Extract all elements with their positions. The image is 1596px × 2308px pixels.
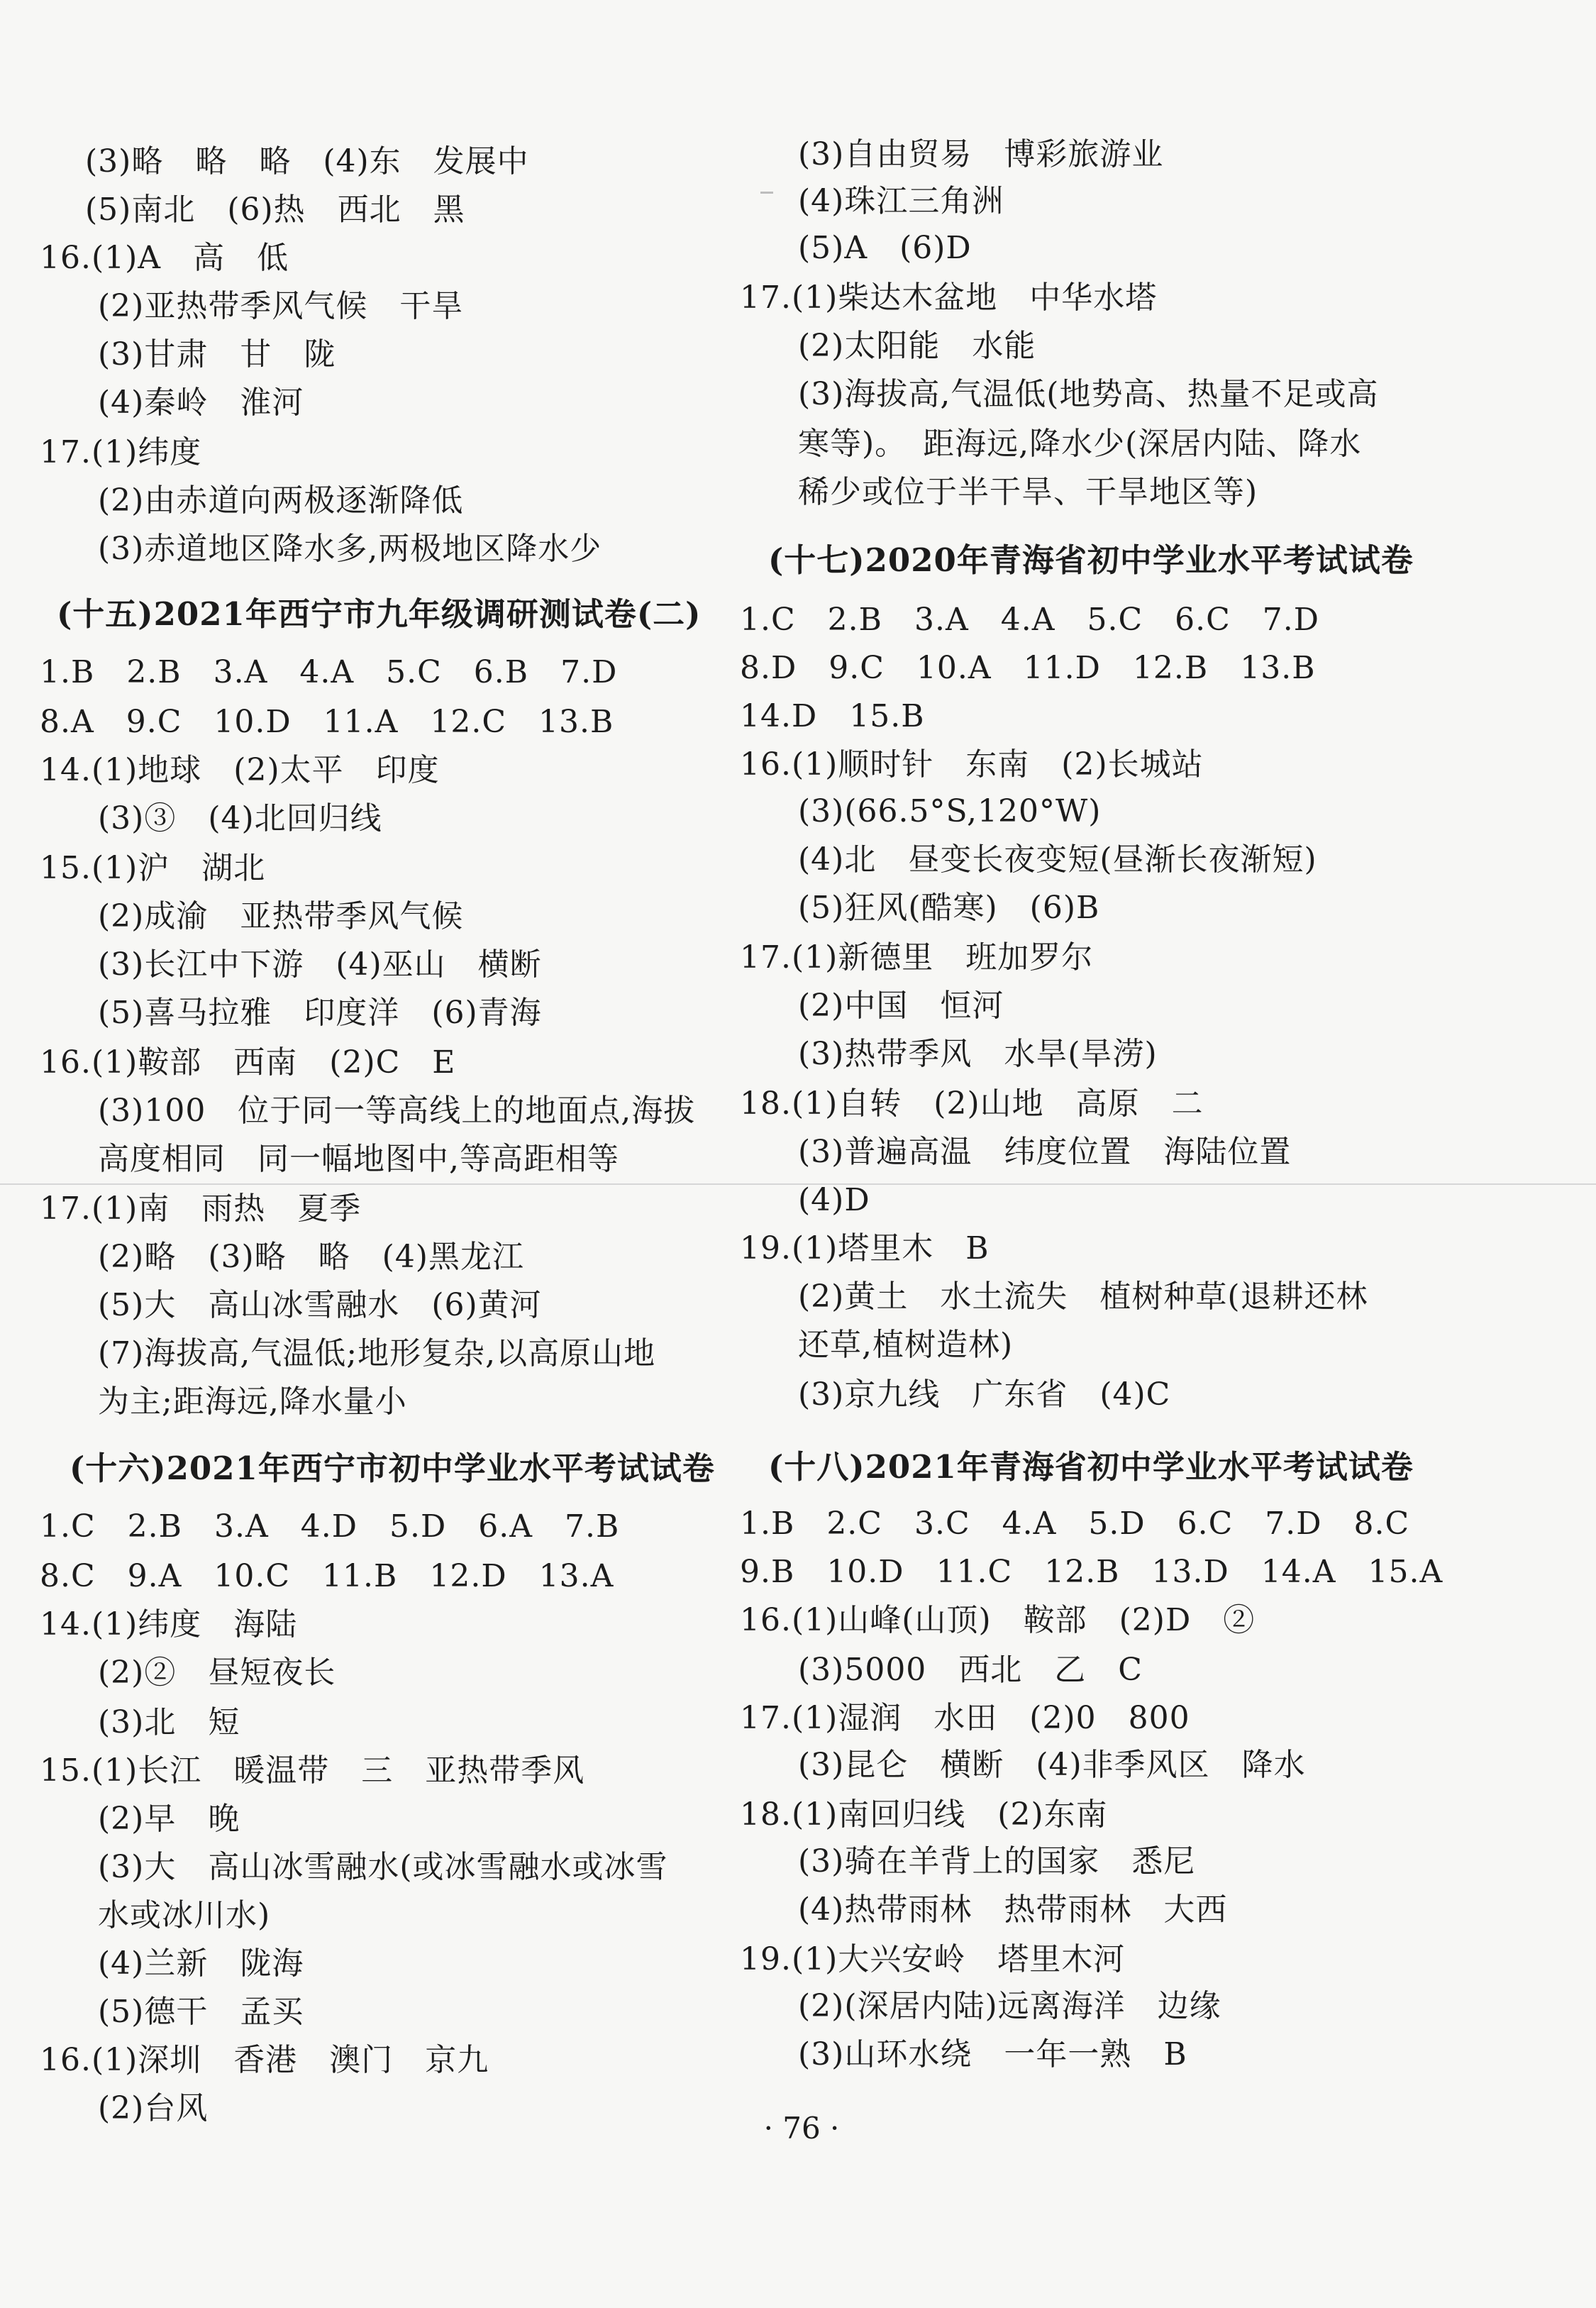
answer-line: 14.D 15.B	[740, 698, 925, 734]
answer-line: 17.(1)柴达木盆地 中华水塔	[740, 280, 1158, 316]
answer-line: 8.A 9.C 10.D 11.A 12.C 13.B	[40, 704, 614, 740]
answer-line: 稀少或位于半干旱、干旱地区等)	[798, 474, 1258, 510]
answer-line: 14.(1)地球 (2)太平 印度	[40, 752, 440, 788]
answer-line: 1.C 2.B 3.A 4.D 5.D 6.A 7.B	[40, 1508, 620, 1545]
answer-line: (3)骑在羊背上的国家 悉尼	[798, 1843, 1196, 1879]
answer-line: (4)热带雨林 热带雨林 大西	[798, 1892, 1228, 1928]
answer-line: 17.(1)新德里 班加罗尔	[740, 939, 1094, 976]
answer-line: (3)长江中下游 (4)巫山 横断	[98, 946, 542, 983]
answer-line: (3)北 短	[98, 1704, 240, 1740]
answer-line: 寒等)。 距海远,降水少(深居内陆、降水	[798, 426, 1362, 462]
answer-line: (5)德干 孟买	[98, 1994, 304, 2030]
answer-line: 1.C 2.B 3.A 4.A 5.C 6.C 7.D	[740, 602, 1320, 638]
answer-line: 16.(1)顺时针 东南 (2)长城站	[740, 746, 1204, 783]
answer-line: (3)海拔高,气温低(地势高、热量不足或高	[798, 376, 1379, 412]
answer-line: (2)太阳能 水能	[798, 328, 1036, 364]
answer-line: 18.(1)自转 (2)山地 高原 二	[740, 1086, 1204, 1122]
answer-line: (3)昆仑 横断 (4)非季风区 降水	[798, 1747, 1306, 1783]
answer-line: 8.D 9.C 10.A 11.D 12.B 13.B	[740, 650, 1316, 686]
answer-line: (2)黄土 水土流失 植树种草(退耕还林	[798, 1279, 1368, 1315]
answer-line: 16.(1)A 高 低	[40, 240, 289, 276]
answer-line: (3)自由贸易 博彩旅游业	[798, 136, 1164, 172]
answer-line: (4)兰新 陇海	[98, 1945, 304, 1982]
answer-line: 还草,植树造林)	[798, 1327, 1014, 1363]
answer-line: (2)② 昼短夜长	[98, 1655, 336, 1691]
answer-line: 19.(1)大兴安岭 塔里木河	[740, 1941, 1126, 1977]
answer-line: (3)(66.5°S,120°W)	[798, 793, 1102, 829]
scan-mark	[760, 192, 773, 194]
page-number: · 76 ·	[763, 2111, 840, 2146]
answer-line: 9.B 10.D 11.C 12.B 13.D 14.A 15.A	[740, 1554, 1443, 1590]
answer-line: (3)100 位于同一等高线上的地面点,海拔	[98, 1093, 696, 1129]
answer-line: 14.(1)纬度 海陆	[40, 1606, 298, 1642]
answer-line: (3)大 高山冰雪融水(或冰雪融水或冰雪	[98, 1849, 668, 1885]
answer-line: (3)5000 西北 乙 C	[798, 1652, 1143, 1688]
answer-line: (4)D	[798, 1182, 870, 1218]
answer-line: (3)京九线 广东省 (4)C	[798, 1376, 1171, 1413]
answer-line: (2)由赤道向两极逐渐降低	[98, 482, 464, 519]
answer-line: 16.(1)鞍部 西南 (2)C E	[40, 1044, 456, 1081]
answer-line: 高度相同 同一幅地图中,等高距相等	[98, 1141, 619, 1177]
answer-line: (3)普遍高温 纬度位置 海陆位置	[798, 1134, 1292, 1170]
answer-line: (2)中国 恒河	[798, 988, 1004, 1024]
answer-line: (2)(深居内陆)远离海洋 边缘	[798, 1988, 1221, 2024]
answer-line: (2)台风	[98, 2090, 209, 2126]
answer-line: (5)南北 (6)热 西北 黑	[85, 192, 465, 228]
answer-line: (3)甘肃 甘 陇	[98, 336, 336, 372]
answer-line: 19.(1)塔里木 B	[740, 1230, 990, 1266]
answer-line: (5)喜马拉雅 印度洋 (6)青海	[98, 995, 542, 1031]
answer-line: (4)珠江三角洲	[798, 183, 1004, 219]
section-heading: (十六)2021年西宁市初中学业水平考试试卷	[70, 1450, 715, 1487]
answer-line: 1.B 2.C 3.C 4.A 5.D 6.C 7.D 8.C	[740, 1506, 1410, 1542]
answer-line: (2)早 晚	[98, 1801, 240, 1837]
answer-line: (5)大 高山冰雪融水 (6)黄河	[98, 1287, 542, 1323]
answer-line: (3)赤道地区降水多,两极地区降水少	[98, 531, 602, 567]
answer-line: (7)海拔高,气温低;地形复杂,以高原山地	[98, 1335, 656, 1371]
answer-line: 1.B 2.B 3.A 4.A 5.C 6.B 7.D	[40, 654, 618, 690]
answer-line: (3)山环水绕 一年一熟 B	[798, 2036, 1187, 2072]
section-heading: (十五)2021年西宁市九年级调研测试卷(二)	[57, 595, 702, 633]
answer-line: (5)A (6)D	[798, 230, 972, 266]
answer-line: (4)秦岭 淮河	[98, 385, 304, 421]
answer-line: (3)③ (4)北回归线	[98, 800, 382, 836]
answer-line: 16.(1)深圳 香港 澳门 京九	[40, 2042, 489, 2078]
answer-line: 18.(1)南回归线 (2)东南	[740, 1796, 1108, 1833]
answer-line: 17.(1)南 雨热 夏季	[40, 1191, 362, 1227]
answer-line: (2)亚热带季风气候 干旱	[98, 288, 464, 324]
section-heading: (十八)2021年青海省初中学业水平考试试卷	[768, 1448, 1414, 1486]
answer-line: 17.(1)湿润 水田 (2)0 800	[740, 1700, 1190, 1736]
answer-line: (3)略 略 略 (4)东 发展中	[85, 143, 529, 180]
answer-line: 16.(1)山峰(山顶) 鞍部 (2)D ②	[740, 1602, 1256, 1638]
answer-line: 8.C 9.A 10.C 11.B 12.D 13.A	[40, 1558, 614, 1594]
answer-line: (2)略 (3)略 略 (4)黑龙江	[98, 1239, 524, 1275]
answer-line: 15.(1)沪 湖北	[40, 850, 266, 886]
answer-line: (5)狂风(酷寒) (6)B	[798, 890, 1100, 926]
section-heading: (十七)2020年青海省初中学业水平考试试卷	[768, 541, 1414, 579]
answer-line: (2)成渝 亚热带季风气候	[98, 898, 464, 934]
answer-line: 15.(1)长江 暖温带 三 亚热带季风	[40, 1752, 585, 1789]
answer-line: (3)热带季风 水旱(旱涝)	[798, 1036, 1158, 1072]
answer-line: 为主;距海远,降水量小	[98, 1384, 407, 1420]
answer-line: 17.(1)纬度	[40, 434, 202, 470]
answer-line: 水或冰川水)	[98, 1897, 271, 1933]
answer-line: (4)北 昼变长夜变短(昼渐长夜渐短)	[798, 841, 1317, 878]
